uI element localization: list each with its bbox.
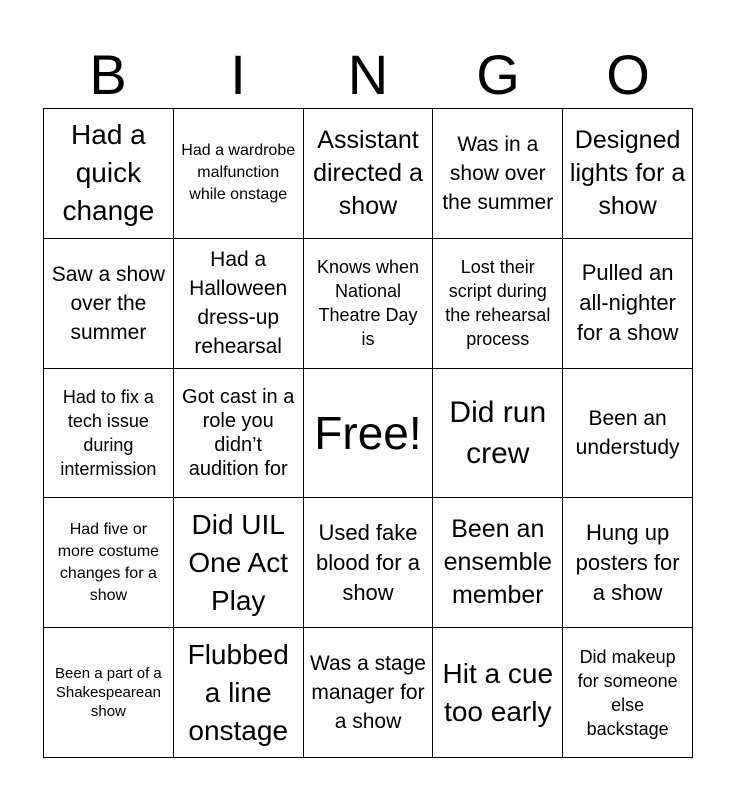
cell-text: Saw a show over the summer <box>51 262 166 344</box>
header-letter-o: O <box>606 43 650 106</box>
cell-text: Had a quick change <box>62 119 155 227</box>
cell-text: Been an ensemble member <box>443 515 552 610</box>
bingo-cell[interactable] <box>174 628 304 758</box>
cell-text: Had to fix a tech issue during intermission <box>60 386 157 479</box>
bingo-cell[interactable] <box>44 109 174 239</box>
header-letter-g: G <box>476 43 520 106</box>
bingo-cell[interactable] <box>174 239 304 369</box>
header-letter-b: B <box>89 43 127 106</box>
bingo-cell[interactable] <box>304 628 434 758</box>
cell-text: Was a stage manager for a show <box>310 652 426 734</box>
bingo-cell[interactable] <box>304 498 434 628</box>
cell-text: Designed lights for a show <box>569 125 686 220</box>
bingo-cell[interactable] <box>433 239 563 369</box>
cell-text: Knows when National Theatre Day is <box>316 257 420 350</box>
cell-text: Did UIL One Act Play <box>188 508 288 616</box>
bingo-cell[interactable] <box>44 628 174 758</box>
cell-text: Lost their script during the rehearsal process <box>445 257 551 350</box>
bingo-cell[interactable] <box>563 369 693 499</box>
cell-text: Hung up posters for a show <box>575 519 680 605</box>
cell-text: Was in a show over the summer <box>442 132 554 214</box>
cell-text: Flubbed a line onstage <box>187 638 289 746</box>
bingo-grid <box>43 108 693 758</box>
bingo-cell[interactable] <box>44 498 174 628</box>
cell-text: Had five or more costume changes for a show <box>57 520 160 604</box>
bingo-cell[interactable] <box>433 498 563 628</box>
bingo-cell[interactable] <box>563 498 693 628</box>
cell-text: Used fake blood for a show <box>316 519 420 605</box>
bingo-cell[interactable] <box>433 369 563 499</box>
cell-text: Had a wardrobe malfunction while onstage <box>181 142 296 204</box>
bingo-cell[interactable] <box>174 498 304 628</box>
cell-text: Did makeup for someone else backstage <box>577 646 678 739</box>
bingo-cell[interactable] <box>304 109 434 239</box>
cell-text: Got cast in a role you didn’t audition for <box>182 385 295 480</box>
cell-text: Been an understudy <box>575 406 680 459</box>
bingo-cell[interactable] <box>44 239 174 369</box>
bingo-cell[interactable] <box>563 109 693 239</box>
bingo-cell[interactable] <box>304 239 434 369</box>
bingo-header <box>43 42 693 108</box>
bingo-cell[interactable] <box>563 239 693 369</box>
free-text: Free! <box>314 406 422 459</box>
cell-text: Assistant directed a show <box>313 125 423 220</box>
cell-text: Hit a cue too early <box>442 657 554 727</box>
bingo-cell[interactable] <box>563 628 693 758</box>
bingo-cell[interactable] <box>433 109 563 239</box>
bingo-cell[interactable] <box>44 369 174 499</box>
cell-text: Had a Halloween dress-up rehearsal <box>189 248 288 359</box>
cell-text: Been a part of a Shakespearean show <box>55 665 162 721</box>
bingo-cell[interactable] <box>174 109 304 239</box>
header-letter-n: N <box>347 43 389 106</box>
cell-text: Pulled an all-nighter for a show <box>576 260 679 346</box>
bingo-cell[interactable] <box>433 628 563 758</box>
bingo-cell[interactable] <box>174 369 304 499</box>
cell-text: Did run crew <box>449 395 547 470</box>
free-space[interactable] <box>304 369 434 499</box>
header-letter-i: I <box>230 43 246 106</box>
